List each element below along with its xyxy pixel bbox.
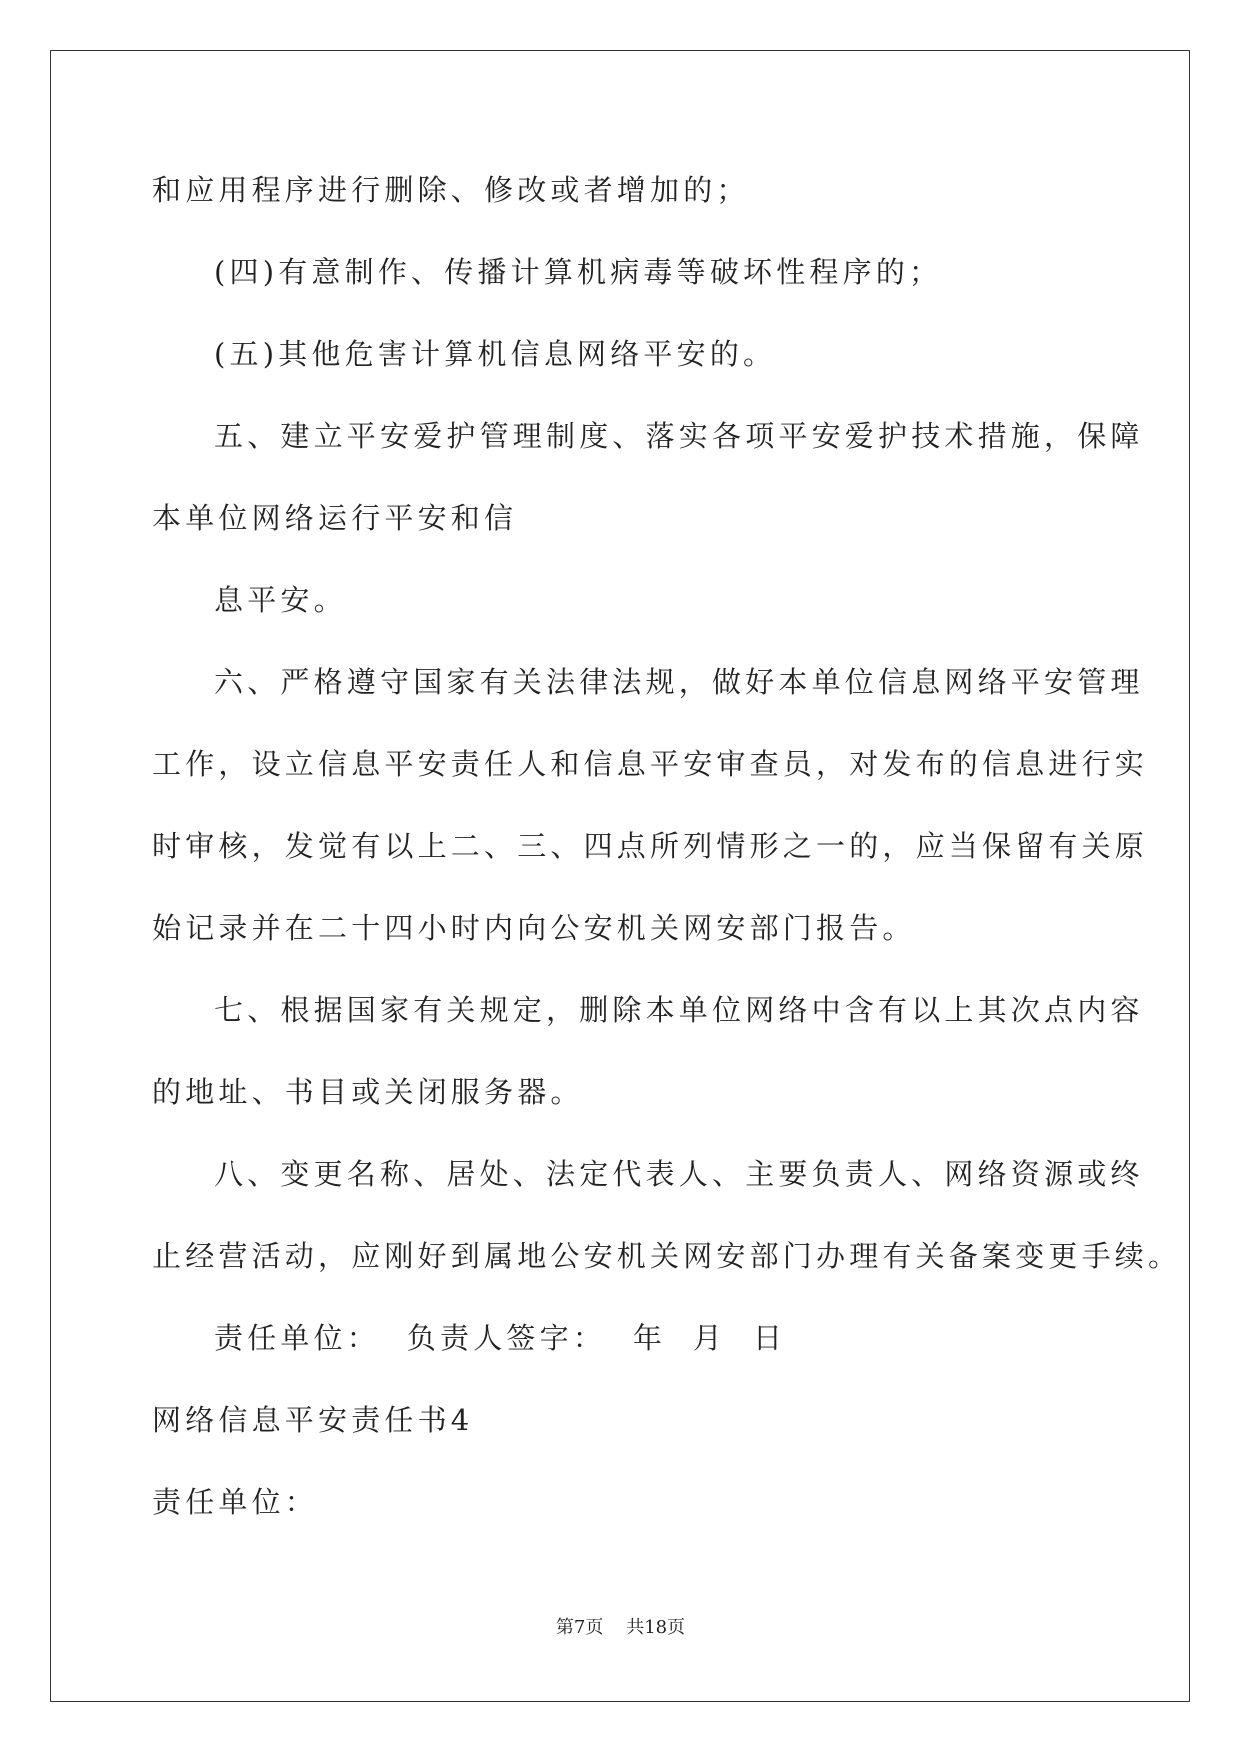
page-number: 第7页 共18页 [555,1617,686,1638]
body-line-9: 时审核，发觉有以上二、三、四点所列情形之一的，应当保留有关原 [152,829,1149,863]
body-line-12: 的地址、书目或关闭服务器。 [152,1075,584,1109]
body-line-13: 八、变更名称、居处、法定代表人、主要负责人、网络资源或终 [214,1157,1144,1191]
body-line-8: 工作，设立信息平安责任人和信息平安审查员，对发布的信息进行实 [152,747,1149,781]
page-border [50,50,1190,1702]
body-line-6: 息平安。 [214,583,347,617]
responsible-unit-label: 责任单位： [152,1485,319,1519]
body-line-11: 七、根据国家有关规定，删除本单位网络中含有以上其次点内容 [214,993,1144,1027]
section-title: 网络信息平安责任书4 [152,1403,474,1437]
body-line-3: (五)其他危害计算机信息网络平安的。 [214,337,777,371]
signature-line: 责任单位： 负责人签字： 年 月 日 [214,1321,787,1355]
body-line-4: 五、建立平安爱护管理制度、落实各项平安爱护技术措施，保障 [214,419,1144,453]
body-line-7: 六、严格遵守国家有关法律法规，做好本单位信息网络平安管理 [214,665,1144,699]
body-line-5: 本单位网络运行平安和信 [152,501,518,535]
body-line-1: 和应用程序进行删除、修改或者增加的； [152,173,750,207]
body-line-10: 始记录并在二十四小时内向公安机关网安部门报告。 [152,911,916,945]
page-footer [0,1616,1241,1640]
body-line-2: (四)有意制作、传播计算机病毒等破坏性程序的； [214,255,943,289]
body-line-14: 止经营活动，应刚好到属地公安机关网安部门办理有关备案变更手续。 [152,1239,1182,1273]
